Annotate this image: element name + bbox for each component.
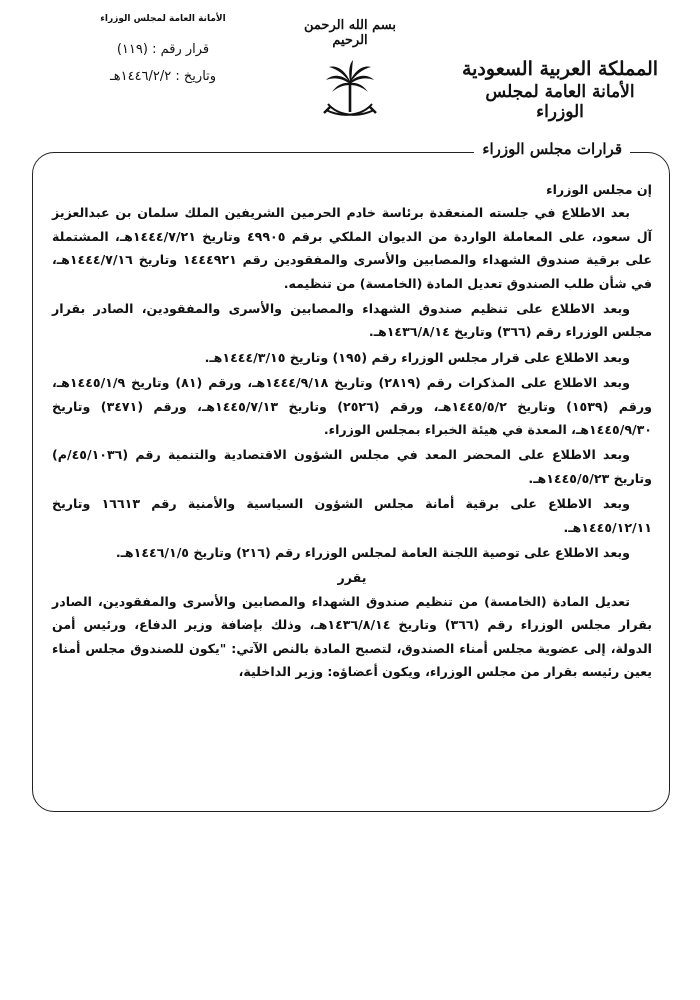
kingdom-name: المملكة العربية السعودية <box>461 58 659 80</box>
letterhead-center <box>300 18 400 124</box>
decision-body <box>52 178 652 684</box>
letterhead-right <box>460 58 660 122</box>
letterhead-left-org: الأمانة العامة لمجلس الوزراء <box>100 14 226 24</box>
decides-heading: يقرر <box>337 569 367 585</box>
saudi-emblem-icon <box>320 60 380 124</box>
paragraph-6: وبعد الاطلاع على برقية أمانة مجلس الشؤون السياسية والأمنية رقم ١٦٦١٣ وتاريخ ١٤٤٥/١٢/١١هـ. <box>52 496 652 535</box>
decision-number: قرار رقم : (١١٩) <box>116 42 210 57</box>
paragraph-2: وبعد الاطلاع على تنظيم صندوق الشهداء والمصابين والأسرى والمفقودين، الصادر بقرار مجلس الوزراء رقم (٣٦٦) وتاريخ ١٤٣٦/٨/١٤هـ. <box>52 301 652 340</box>
decision-date: وتاريخ : ١٤٤٦/٢/٢هـ <box>109 69 217 84</box>
frame-title: قرارات مجلس الوزراء <box>474 140 630 158</box>
paragraph-4: وبعد الاطلاع على المذكرات رقم (٢٨١٩) وتاريخ ١٤٤٤/٩/١٨هـ، ورقم (٨١) وتاريخ ١٤٤٥/١/٩هـ، ورقم (١٥٣٩) وتاريخ ١٤٤٥/٥/٢هـ، ورقم (٢٥٢٦) وتاريخ ١٤٤٥/٧/١٣هـ، ورقم (٣٤٧١) وتاريخ ١٤٤٥/٩/٣٠هـ، المعدة في هيئة الخبراء بمجلس الوزراء. <box>52 375 653 438</box>
bismillah: بسم الله الرحمن الرحيم <box>304 18 396 48</box>
letterhead-left <box>68 14 258 84</box>
opening-line: إن مجلس الوزراء <box>546 182 652 197</box>
paragraph-3: وبعد الاطلاع على قرار مجلس الوزراء رقم (١٩٥) وتاريخ ١٤٤٤/٣/١٥هـ. <box>204 349 630 365</box>
paragraph-1: بعد الاطلاع في جلسته المنعقدة برئاسة خادم الحرمين الشريفين الملك سلمان بن عبدالعزيز آل سعود، على المعاملة الواردة من الديوان الملكي برقم ٤٩٩٠٥ وتاريخ ١٤٤٤/٧/٢١هـ، المشتملة على برقية صندوق الشهداء والمصابين والأسرى والمفقودين رقم ١٤٤٤٩٢١ وتاريخ ١٤٤٤/٧/١٦هـ، في شأن طلب الصندوق تعديل المادة (الخامسة) من تنظيمه. <box>52 205 652 291</box>
paragraph-7: وبعد الاطلاع على توصية اللجنة العامة لمجلس الوزراء رقم (٢١٦) وتاريخ ١٤٤٦/١/٥هـ. <box>115 545 630 561</box>
secretariat-name: الأمانة العامة لمجلس الوزراء <box>485 82 635 122</box>
paragraph-8: تعديل المادة (الخامسة) من تنظيم صندوق الشهداء والمصابين والأسرى والمفقودين، الصادر بقرار مجلس الوزراء رقم (٣٦٦) وتاريخ ١٤٣٦/٨/١٤هـ، وذلك بإضافة وزير الدفاع، ورئيس أمن الدولة، إلى عضوية مجلس أمناء الصندوق، لتصبح المادة بالنص الآتي: "يكون للصندوق مجلس أمناء يعين رئيسه بقرار من مجلس الوزراء، ويكون أعضاؤه: وزير الداخلية، <box>52 593 652 680</box>
paragraph-5: وبعد الاطلاع على المحضر المعد في مجلس الشؤون الاقتصادية والتنمية رقم (٤٥/١٠٣٦/م) وتاريخ ١٤٤٥/٥/٢٣هـ. <box>52 447 652 486</box>
